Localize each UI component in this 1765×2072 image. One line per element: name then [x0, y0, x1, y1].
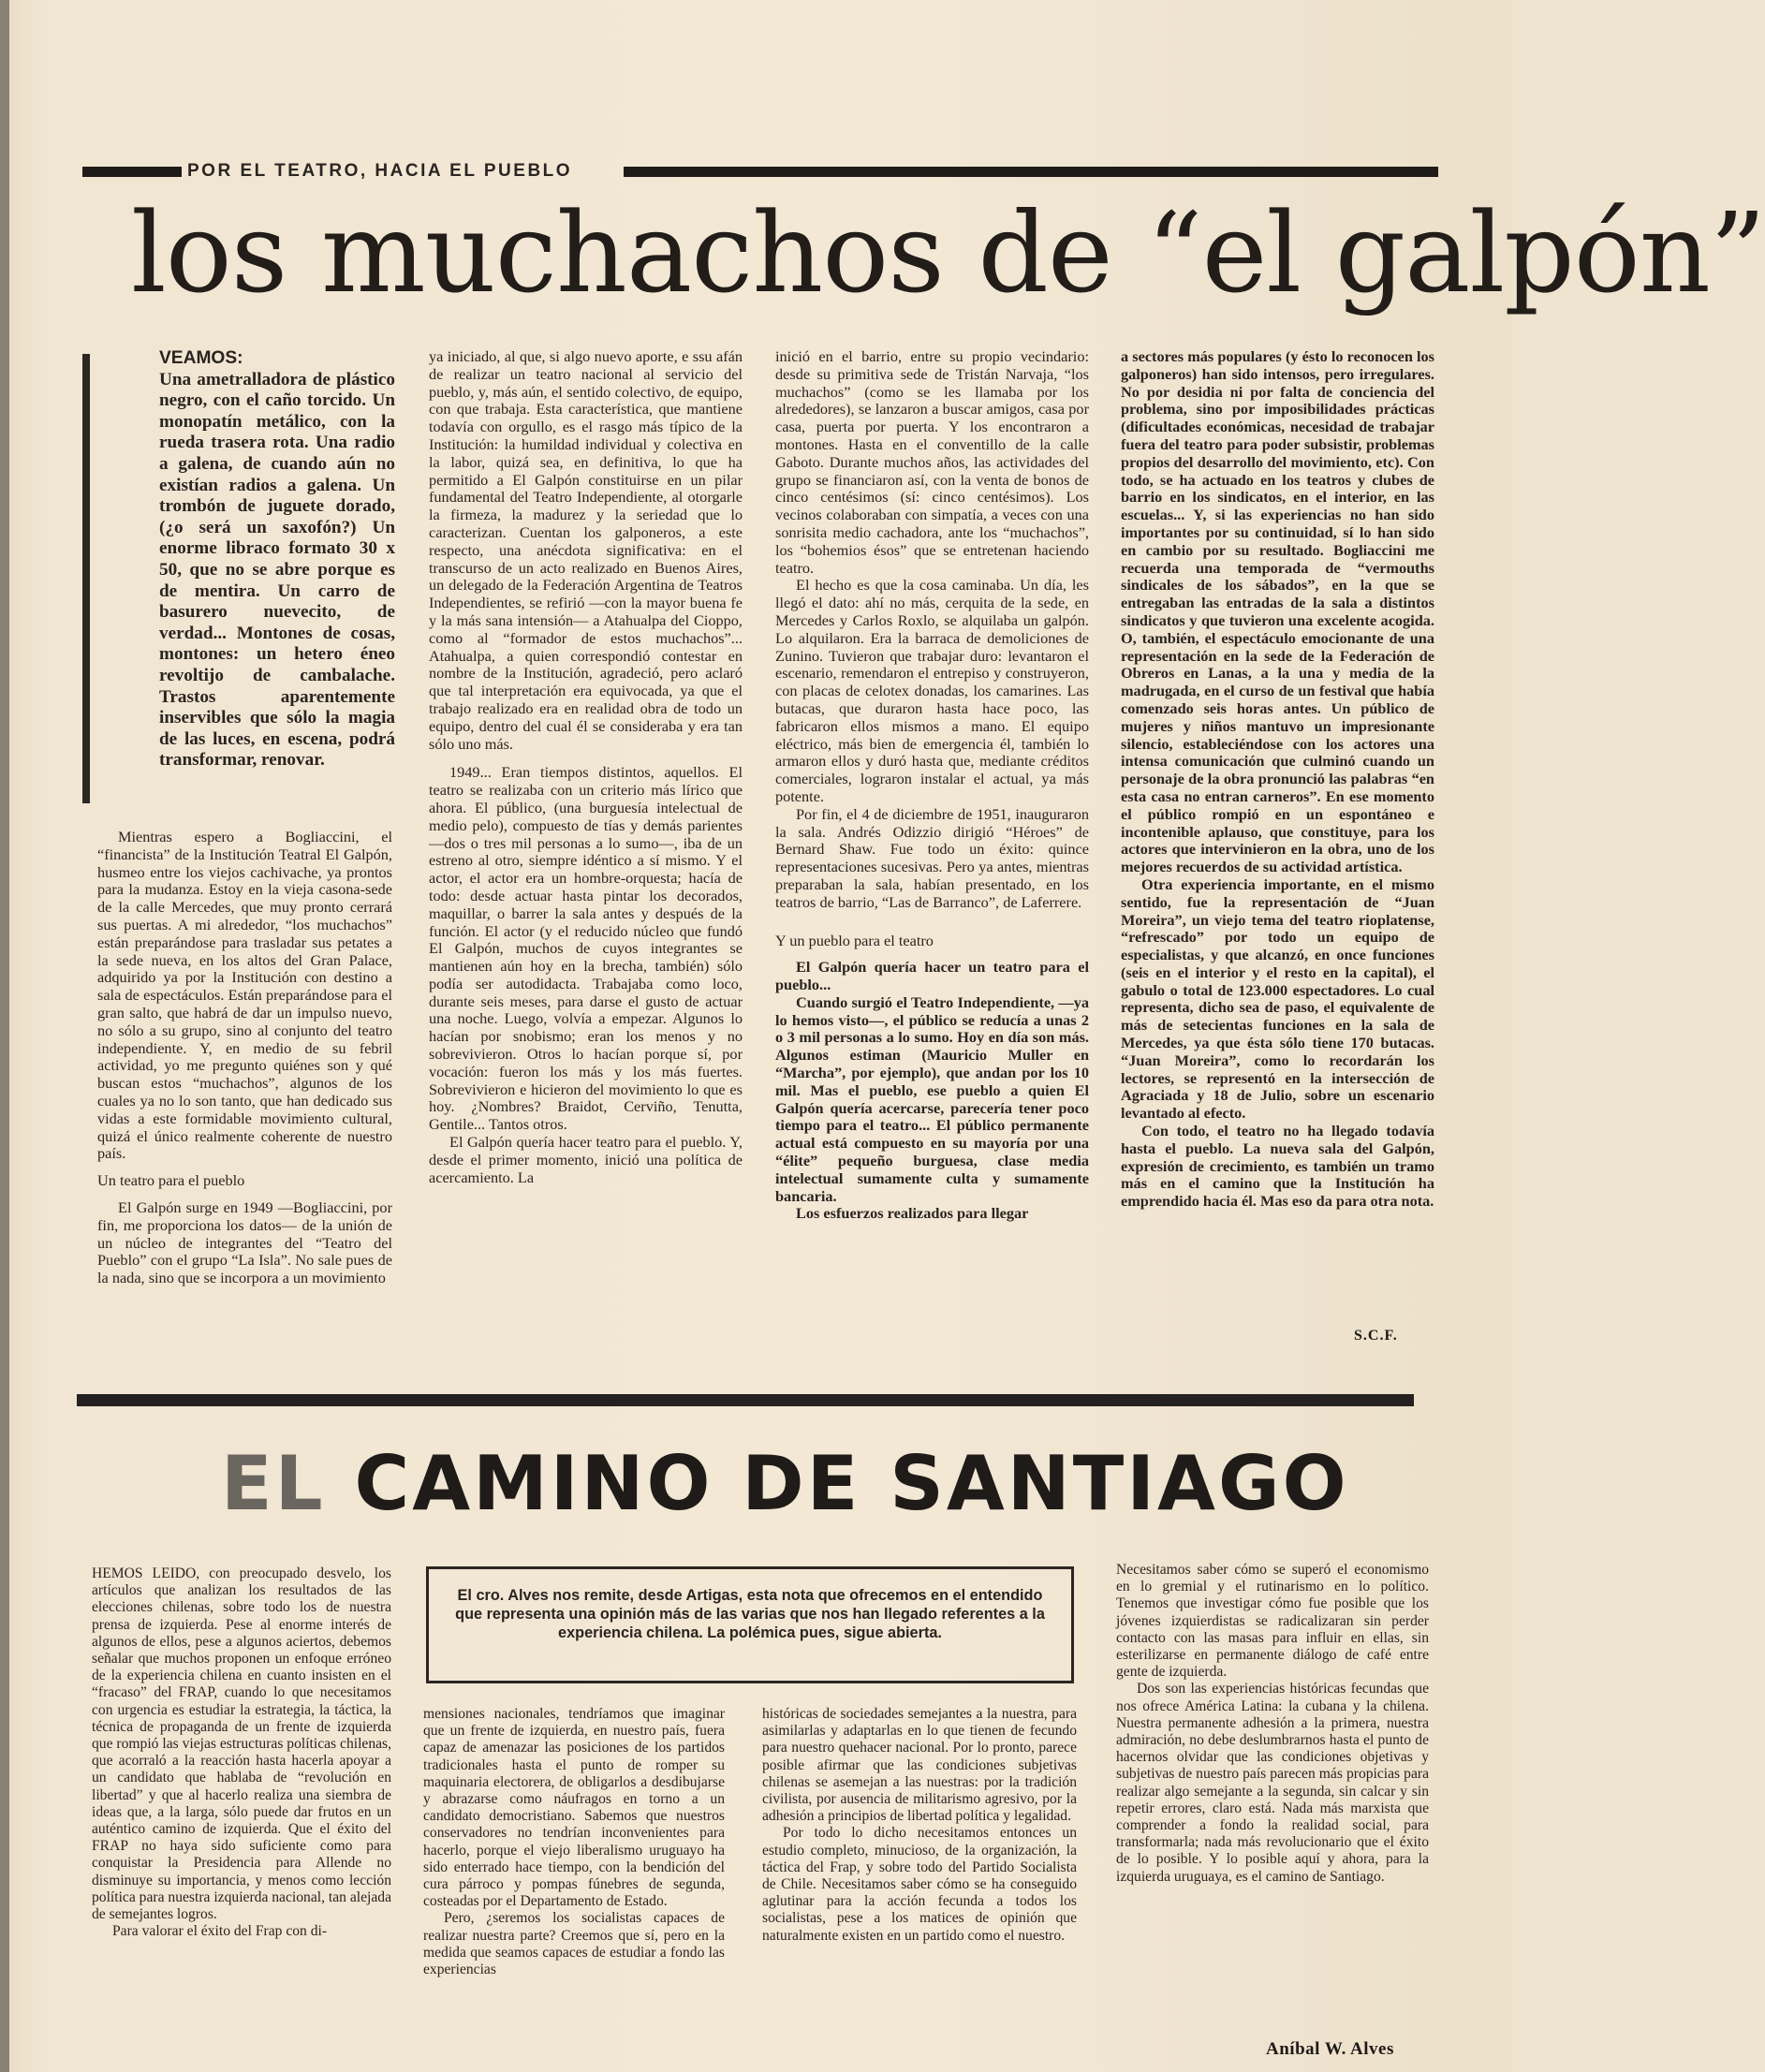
paragraph: 1949... Eran tiempos distintos, aquellos. El teatro se realizaba con un criterio más lírico que ahora. El público, (una burguesía intelectual de medio pelo), compuesto de tías y demás parientes —dos o tres mil personas a lo sumo—, iba de un estreno al otro, siempre idéntico a sí mismo. Y el actor, el actor era un hombre-orquesta; hacía de todo: desde actuar hasta pintar los decorados, maquillar, o barrer la sala antes y después de la función. El actor (y el reducido núcleo que fundó El Galpón, muchos de cuyos integrantes se mantienen aún hoy en la brecha, también) sólo podía ser autodidacta. Trabajaba como loco, durante seis meses, para darse el gusto de actuar una noche. Luego, volvía a empezar. Algunos lo hacían por snobismo; eran los menos y no sobrevivieron. Otros lo hacían porque sí, por vocación: fueron los más y los más fuertes. Sobrevivieron e hicieron del movimiento lo que es hoy. ¿Nombres? Braidot, Cerviño, Tenutta, Gentile... Tantos otros. [429, 763, 743, 1134]
title-part-el: EL [221, 1440, 326, 1527]
paragraph: HEMOS LEIDO, con preocupado desvelo, los artículos que analizan los resultados de las elecciones chilenas, sobre todo los de nuestra prensa de izquierda. Pese al enorme interés de algunos de ellos, pese a algunos aciertos, debemos señalar que muchos proponen un enfoque erróneo de la experiencia chilena en cuanto insisten en el “fracaso” del FRAP, cuando lo que necesitamos con urgencia es estudiar la estrategia, la táctica, la técnica de propaganda de un frente de izquierda que rompió las viejas estructuras políticas chilenas, que acorraló a la reacción hasta hacerla apoyar a un candidato que hablaba de “revolución en libertad” y que al hacerlo realiza una siembra de ideas que, a la larga, sólo puede dar frutos en un auténtico camino de izquierda. Que el éxito del FRAP no haya sido suficiente como para conquistar la Presidencia para Allende no disminuye su importancia, y menos como lección política para nuestra izquierda nacional, tan alejada de semejantes logros. [92, 1565, 392, 1923]
article2-column-4 [1116, 1562, 1429, 1886]
paragraph: mensiones nacionales, tendríamos que imaginar que un frente de izquierda, en nuestro país, fuera capaz de amenazar las posiciones de los partidos tradicionales hasta el punto de romper su maquinaria electorera, de obligarlos a desdibujarse y abrazarse como náufragos en torno a un candidato democristiano. Sabemos que nuestros conservadores no tendrían inconvenientes para hacerlo, porque el viejo liberalismo uruguayo ha sido enterrado hace tiempo, con la bendición del cura párroco y pompas fúnebres de segunda, costeadas por el Departamento de Estado. [423, 1706, 725, 1910]
paragraph: históricas de sociedades semejantes a la nuestra, para asimilarlas y adaptarlas en lo que tienen de fecundo para nuestro quehacer nacional. Por lo pronto, parece posible afirmar que las condiciones subjetivas chilenas se asemejan a las nuestras: por la tradición civilista, por ausencia de militarismo agresivo, por la adhesión a principios de libertad política y legalidad. [762, 1706, 1077, 1825]
paragraph: inició en el barrio, entre su propio vecindario: desde su primitiva sede de Tristán Narvaja, “los muchachos” (como se les llamaba por los alrededores), se lanzaron a buscar amigos, casa por casa, puerta por puerta. Y los encontraron a montones. Hasta en el conventillo de la calle Gaboto. Durante muchos años, las actividades del grupo se financiaron así, con la venta de bonos de cinco centésimos (sí: cinco centésimos). Los vecinos colaboraban con simpatía, a veces con una sonrisita medio cachadora, ante los “muchachos”, los “bohemios ésos” que se entretenan haciendo teatro. [775, 347, 1089, 577]
article1-column-2 [429, 348, 743, 1186]
title-part-main: CAMINO DE SANTIAGO [354, 1440, 1349, 1527]
paragraph: Dos son las experiencias históricas fecundas que nos ofrece América Latina: la cubana y la chilena. Nuestra permanente adhesión a la primera, nuestra admiración, no debe deslumbrarnos hasta el punto de hacernos olvidar que las condiciones objetivas y subjetivas de nuestro país parecen más propicias para realizar algo semejante a la segunda, sin calcar y sin repetir errores, claro está. Nada más marxista que comprender a fondo la realidad social, para transformarla; nada más revolucionario que el éxito de lo posible. Y lo posible aquí y ahora, para la izquierda uruguaya, es el camino de Santiago. [1116, 1681, 1429, 1885]
article2-signature: Aníbal W. Alves [1266, 2039, 1394, 2059]
article1-column-1 [97, 829, 392, 1287]
article1-column-4 [1121, 348, 1434, 1211]
paragraph: El Galpón quería hacer un teatro para el pueblo... [775, 958, 1089, 994]
paragraph: Por fin, el 4 de diciembre de 1951, inauguraron la sala. Andrés Odizzio dirigió “Héroes” de Bernard Shaw. Fue todo un éxito: quince representaciones sucesivas. Pero ya antes, mientras preparaban la sala, habían presentado, en los teatros de barrio, “Las de Barranco”, de Laferrere. [775, 804, 1089, 911]
article1-signature: S.C.F. [1354, 1328, 1398, 1344]
paragraph: Pero, ¿seremos los socialistas capaces de realizar nuestra parte? Creemos que sí, pero en la medida que seamos capaces de estudiar a fondo las experiencias [423, 1910, 725, 1978]
subheading: Y un pueblo para el teatro [775, 931, 934, 949]
paragraph: El hecho es que la cosa caminaba. Un día, les llegó el dato: ahí no más, cerquita de la sede, en Mercedes y Carlos Roxlo, se alquilaba un galpón. Lo alquilaron. Era la barraca de demoliciones de Zunino. Tuvieron que trabajar duro: levantaron el escenario, remendaron el entrepiso y construyeron, con placas de celotex donadas, los camarines. Las butacas, que duraron hasta hace poco, las fabricaron ellos mismos a mano. El equipo eléctrico, más bien de emergencia él, también lo armaron ellos y duró hasta que, mediante créditos comerciales, lograron instalar el actual, ya más potente. [775, 576, 1089, 805]
paragraph: Con todo, el teatro no ha llegado todavía hasta el pueblo. La nueva sala del Galpón, expresión de crecimiento, es también un tramo más en el camino que la Institución ha emprendido hacia él. Mas eso da para otra nota. [1121, 1122, 1434, 1211]
article-title: los muchachos de “el galpón” [131, 188, 1765, 317]
paragraph: Los esfuerzos realizados para llegar [796, 1204, 1029, 1223]
paragraph: a sectores más populares (y ésto lo reconocen los galponeros) han sido intensos, pero irregulares. No por desidia ni por falta de conciencia del problema, sino por imposibilidades prácticas (dificultades económicas, necesidad de trabajar fuera del teatro para poder subsistir, problemas propios del desarrollo del movimiento, etc). Con todo, se ha actuado en los teatros y clubes de barrio en los sindicatos, en el interior, en las escuelas... Y, si las experiencias no han sido importantes por su continuidad, sí lo han sido en cambio por su resultado. Bogliaccini me recuerda una temporada de “vermouths sindicales de los sábados”, en la que se entregaban las entradas de la sala a distintos sindicatos y que tuvieron una excelente acogida. O, también, el espectáculo emocionante de una representación en la sede de la Federación de Obreros en Lanas, a la una y media de la madrugada, en el curso de un festival que había comenzado seis horas antes. Un público de mujeres y niños mantuvo un impresionante silencio, estableciéndose con los actores una intensa comunicación que culminó cuando un personaje de la obra pronunció las palabras “en esta casa no entran carneros”. En ese momento el público rompió en un espontáneo e incontenible aplauso, que constituye, para los actores que intervinieron en la obra, uno de los mejores recuerdos de su actividad artística. [1121, 347, 1434, 876]
article1-column-3 [775, 348, 1089, 1223]
article-intro [159, 348, 395, 771]
paragraph: El Galpón quería hacer teatro para el pueblo. Y, desde el primer momento, inició una política de acercamiento. La [429, 1133, 743, 1186]
paragraph: Cuando surgió el Teatro Independiente, —ya lo hemos visto—, el público se reducía a unas 2 o 3 mil personas a lo sumo. Hoy en día son más. Algunos estiman (Mauricio Muller en “Marcha”, por ejemplo), que andan por los 10 mil. Mas el pueblo, ese pueblo a quien El Galpón quería acercarse, parecería tener poco tiempo para el teatro... El público permanente actual está compuesto en su mayoría por una “élite” pequeño burguesa, clase media intelectual sumamente culta y sumamente bancaria. [775, 992, 1089, 1205]
editor-note-box: El cro. Alves nos remite, desde Artigas, esta nota que ofrecemos en el entendido que representa una opinión más de las varias que nos han llegado referentes a la experiencia chilena. La polémica pues, sigue abierta. [426, 1566, 1074, 1683]
page-edge-shadow [0, 0, 9, 2072]
paragraph: Por todo lo dicho necesitamos entonces un estudio completo, minucioso, de la organización, la táctica del Frap, y sobre todo del Partido Socialista de Chile. Necesitamos saber cómo se ha conseguido aglutinar para la acción fecunda a todos los socialistas, pese a los matices de opinión que naturalmente existen en un partido como el nuestro. [762, 1825, 1077, 1944]
paragraph: El Galpón surge en 1949 —Bogliaccini, por fin, me proporciona los datos— de la unión de un núcleo de integrantes del “Teatro del Pueblo” con el grupo “La Isla”. No sale pues de la nada, sino que se incorpora a un movimiento [97, 1198, 392, 1287]
paragraph: Para valorar el éxito del Frap con di- [112, 1923, 328, 1940]
section-kicker: POR EL TEATRO, HACIA EL PUEBLO [187, 161, 573, 181]
intro-text: Una ametralladora de plástico negro, con el caño torcido. Un monopatín metálico, con la rueda trasera rota. Una radio a galena, de cuando aún no existían radios a galena. Un trombón de juguete dorado, (¿o será un saxofón?) Un enorme libraco formato 30 x 50, que no se abre porque es de mentira. Un carro de basurero nuevecito, de verdad... Montones de cosas, montones: un hetero éneo revoltijo de cambalache. Trastos aparentemente inservibles que sólo la magia de las luces, en escena, podrá transformar, renovar. [159, 369, 395, 771]
paragraph: ya iniciado, al que, si algo nuevo aporte, e ssu afán de realizar un teatro nacional al servicio del pueblo, y, más aún, el sentido colectivo, de equipo, con que trabaja. Esta característica, que mantiene todavía con orgullo, es el rasgo más típico de la Institución: la humildad individual y colectiva en la labor, quizá sea, en definitiva, lo que ha permitido a El Galpón constituirse en un pilar fundamental del Teatro Independiente, al otorgarle la firmeza, la madurez y la seriedad que lo caracterizan. Cuentan los galponeros, a este respecto, una anécdota significativa: en el transcurso de un acto realizado en Buenos Aires, un delegado de la Federación Argentina de Teatros Independientes, se refirió —con la mayor buena fe y la más sana intensión— a Atahualpa del Cioppo, como al “formador de estos muchachos”... Atahualpa, a quien correspondió contestar en nombre de la Institución, agradeció, pero aclaró que tal interpretación era equivocada, ya que el trabajo realizado era en realidad obra de todo un equipo, dentro del cual él se consideraba y era tan sólo uno más. [429, 347, 743, 753]
section-divider [77, 1394, 1414, 1406]
article2-column-1 [92, 1565, 391, 1940]
intro-bar [82, 354, 90, 803]
article2-title [221, 1433, 1349, 1536]
paragraph: Otra experiencia importante, en el mismo sentido, fue la representación de “Juan Moreira”, un viejo tema del teatro rioplatense, “refrescado” por todo un equipo de especialistas, y que alcanzó, en once funciones (seis en el interior y el resto en la capital), el gabulo o total de 123.000 espectadores. Lo cual representa, dicho sea de paso, el equivalente de más de setecientas funciones en la sala de Mercedes, ya que ésta sólo tiene 170 butacas. “Juan Moreira”, como lo recordarán los lectores, se representó en la intersección de Agraciada y 18 de Julio, sobre un escenario levantado al efecto. [1121, 874, 1434, 1123]
header-rule-right [624, 167, 1438, 177]
paragraph: Necesitamos saber cómo se superó el economismo en lo gremial y el rutinarismo en lo político. Tenemos que investigar cómo fue posible que los jóvenes izquierdistas se radicalizaran sin perder contacto con las masas para influir en ellas, sin esterilizarse en permanente diálogo de café entre gente de izquierda. [1116, 1562, 1429, 1681]
subheading: Un teatro para el pueblo [97, 1171, 245, 1190]
header-rule-left [82, 167, 182, 177]
section-header [82, 161, 1438, 184]
article2-column-3 [762, 1706, 1077, 1945]
article2-column-2 [423, 1706, 725, 1978]
intro-lead: VEAMOS: [159, 348, 243, 368]
paragraph: Mientras espero a Bogliaccini, el “financista” de la Institución Teatral El Galpón, husmeo entre los viejos cachivache, ya prontos para la mudanza. Estoy en la vieja casona-sede de la calle Mercedes, que muy pronto cerrará sus puertas. A mi alrededor, “los muchachos” están preparándose para trasladar sus petates a la sede nueva, en los altos del Gran Palace, adquirido ya por la Institución con destino a sala de espectáculos. Están preparándose para el gran salto, que habrá de dar un impulso nuevo, no sólo a su grupo, sino al conjunto del teatro independiente. Y, en medio de su febril actividad, yo me pregunto quiénes son y qué buscan estos “muchachos”, algunos de los cuales ya no lo son tanto, que han dedicado sus vidas a este formidable movimiento cultural, quizá el único realmente coherente de nuestro país. [97, 828, 392, 1163]
